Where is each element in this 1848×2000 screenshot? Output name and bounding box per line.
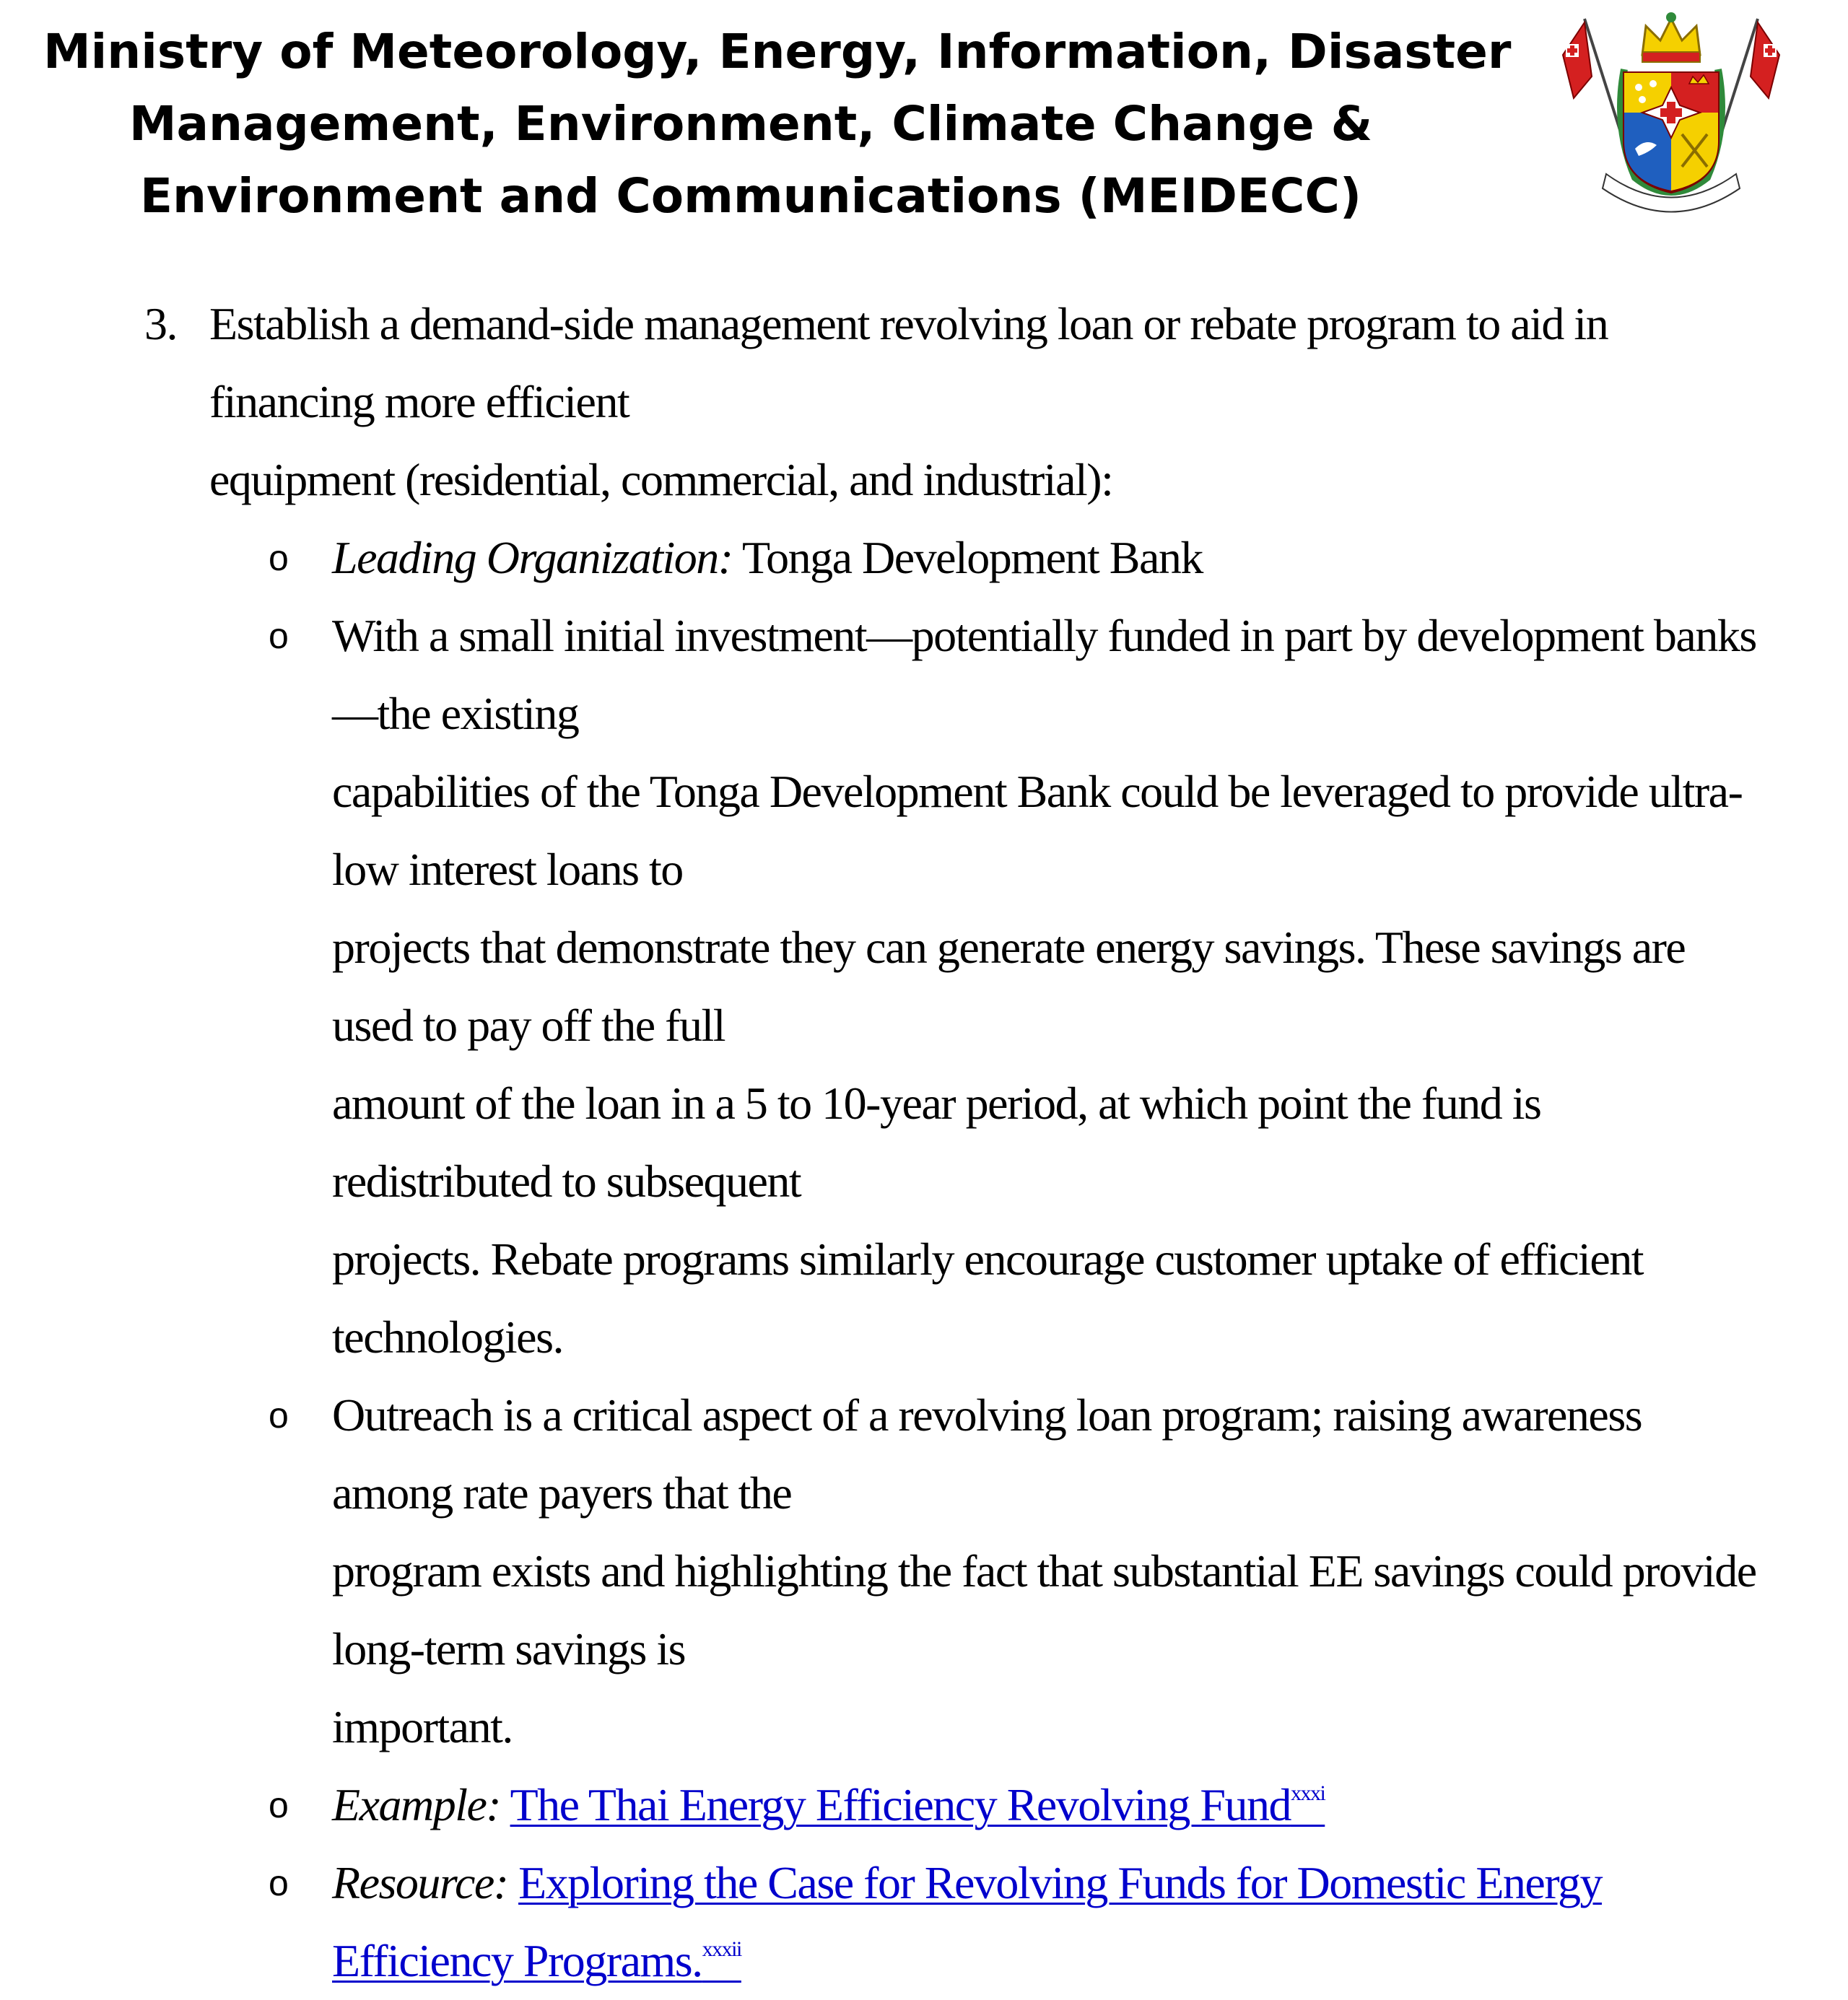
thai-fund-link[interactable] bbox=[510, 1779, 1325, 1830]
title-line-1: Ministry of Meteorology, Energy, Information, Disaster bbox=[43, 24, 1512, 79]
revolving-funds-link[interactable] bbox=[332, 1857, 1602, 1986]
outreach-line: important. bbox=[332, 1701, 513, 1752]
bullet-icon: o bbox=[269, 538, 288, 578]
investment-line: projects. Rebate programs similarly encourage customer uptake of efficient technologies. bbox=[332, 1233, 1643, 1363]
investment-line: amount of the loan in a 5 to 10-year period, at which point the fund is redistributed to subsequent bbox=[332, 1078, 1541, 1207]
bullet-icon: o bbox=[269, 616, 288, 656]
item-number: 3. bbox=[144, 298, 177, 349]
list-item bbox=[269, 1766, 1761, 1844]
list-item bbox=[269, 519, 1761, 597]
list-item bbox=[269, 1844, 1761, 2000]
shield bbox=[1624, 73, 1718, 192]
leading-organization-value: Tonga Development Bank bbox=[732, 532, 1203, 583]
leading-organization-label: Leading Organization: bbox=[332, 532, 733, 583]
revolving-funds-link-text: Exploring the Case for Revolving Funds for Domestic Energy Efficiency Programs. bbox=[332, 1857, 1602, 1986]
bullet-list bbox=[269, 519, 1761, 2000]
list-item bbox=[269, 597, 1761, 1376]
content bbox=[144, 285, 1761, 2000]
example-label: Example: bbox=[332, 1779, 501, 1830]
thai-fund-link-text: The Thai Energy Efficiency Revolving Fund bbox=[510, 1779, 1291, 1830]
investment-line: With a small initial investment—potentially funded in part by development banks—the existing bbox=[332, 610, 1756, 739]
title-line-3: Environment and Communications (MEIDECC) bbox=[139, 168, 1362, 224]
item-text-line-2: equipment (residential, commercial, and industrial): bbox=[209, 454, 1113, 505]
outreach-line: program exists and highlighting the fact that substantial EE savings could provide long-term savings is bbox=[332, 1545, 1756, 1674]
bullet-icon: o bbox=[269, 1785, 288, 1825]
numbered-item bbox=[144, 285, 1761, 519]
bullet-icon: o bbox=[269, 1863, 288, 1903]
footnote-xxxii: xxxii bbox=[702, 1937, 741, 1961]
item-text-line-1: Establish a demand-side management revolving loan or rebate program to aid in financing more efficient bbox=[209, 298, 1608, 427]
investment-line: projects that demonstrate they can generate energy savings. These savings are used to pay off the full bbox=[332, 922, 1686, 1051]
title-line-2: Management, Environment, Climate Change & bbox=[128, 96, 1373, 152]
resource-label: Resource: bbox=[332, 1857, 508, 1908]
bullet-icon: o bbox=[269, 1395, 288, 1436]
outreach-line: Outreach is a critical aspect of a revolving loan program; raising awareness among rate payers that the bbox=[332, 1389, 1642, 1519]
list-item bbox=[269, 1376, 1761, 1766]
investment-line: capabilities of the Tonga Development Bank could be leveraged to provide ultra-low interest loans to bbox=[332, 766, 1743, 895]
slide-title bbox=[43, 16, 1512, 232]
footnote-xxxi: xxxi bbox=[1290, 1781, 1325, 1805]
crown-icon bbox=[1642, 12, 1700, 62]
tonga-coat-of-arms-icon bbox=[1556, 4, 1787, 221]
